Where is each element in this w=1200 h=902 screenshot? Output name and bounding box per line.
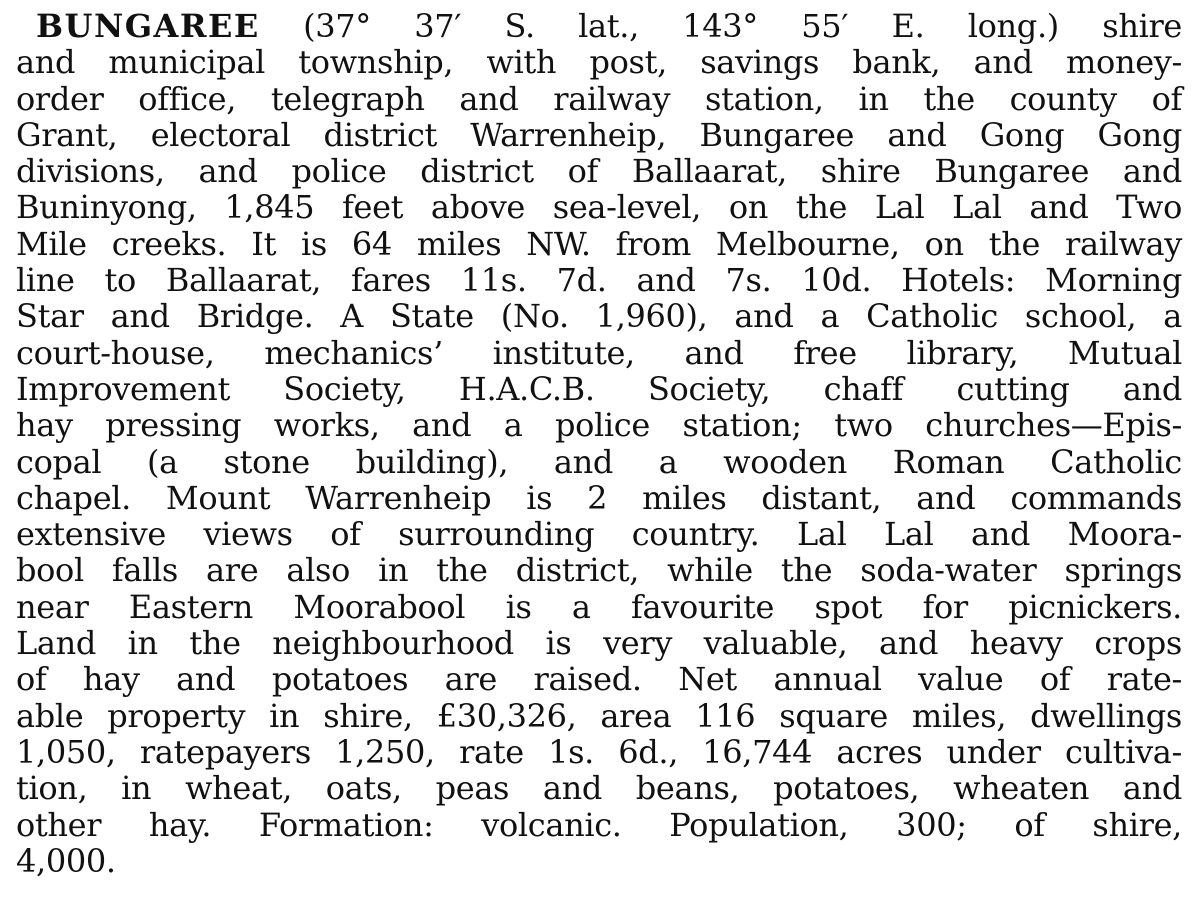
- entry-line-20: able property in shire, £30,326, area 116 square miles, dwellings: [16, 696, 1182, 735]
- entry-line-15: extensive views of surrounding country. Lal Lal and Moora-: [16, 515, 1182, 554]
- gazetteer-entry: [16, 8, 1182, 898]
- entry-line-17: near Eastern Moorabool is a favourite spot for picnickers.: [16, 587, 1182, 626]
- entry-line-23: other hay. Formation: volcanic. Population, 300; of shire,: [16, 805, 1182, 844]
- entry-line-14: chapel. Mount Warrenheip is 2 miles distant, and commands: [16, 478, 1182, 517]
- entry-line-2: and municipal township, with post, savings bank, and money-: [16, 43, 1182, 82]
- entry-line-9: Star and Bridge. A State (No. 1,960), and a Catholic school, a: [16, 297, 1182, 336]
- entry-line-8: line to Ballaarat, fares 11s. 7d. and 7s. 10d. Hotels: Morning: [16, 261, 1182, 300]
- entry-line-11: Improvement Society, H.A.C.B. Society, chaff cutting and: [16, 369, 1182, 408]
- entry-line-12: hay pressing works, and a police station; two churches—Epis-: [16, 406, 1182, 445]
- entry-line-13: copal (a stone building), and a wooden Roman Catholic: [16, 442, 1182, 481]
- entry-line-5: divisions, and police district of Ballaarat, shire Bungaree and: [16, 152, 1182, 191]
- entry-line-10: court-house, mechanics’ institute, and free library, Mutual: [16, 333, 1182, 372]
- entry-line-4: Grant, electoral district Warrenheip, Bungaree and Gong Gong: [16, 115, 1182, 154]
- entry-line-16: bool falls are also in the district, while the soda-water springs: [16, 551, 1182, 590]
- entry-line-1: [16, 8, 1182, 44]
- headword: BUNGAREE: [36, 7, 260, 45]
- entry-line-22: tion, in wheat, oats, peas and beans, potatoes, wheaten and: [16, 769, 1182, 808]
- entry-line-3: order office, telegraph and railway station, in the county of: [16, 79, 1182, 118]
- entry-line-24: 4,000.: [16, 841, 116, 880]
- entry-line-6: Buninyong, 1,845 feet above sea-level, on the Lal Lal and Two: [16, 188, 1182, 227]
- entry-line-19: of hay and potatoes are raised. Net annual value of rate-: [16, 660, 1182, 699]
- entry-line-7: Mile creeks. It is 64 miles NW. from Melbourne, on the railway: [16, 224, 1182, 263]
- entry-line-21: 1,050, ratepayers 1,250, rate 1s. 6d., 16,744 acres under cultiva-: [16, 732, 1182, 771]
- line-text: (37° 37′ S. lat., 143° 55′ E. long.) shire: [259, 7, 1182, 45]
- entry-line-18: Land in the neighbourhood is very valuable, and heavy crops: [16, 624, 1182, 663]
